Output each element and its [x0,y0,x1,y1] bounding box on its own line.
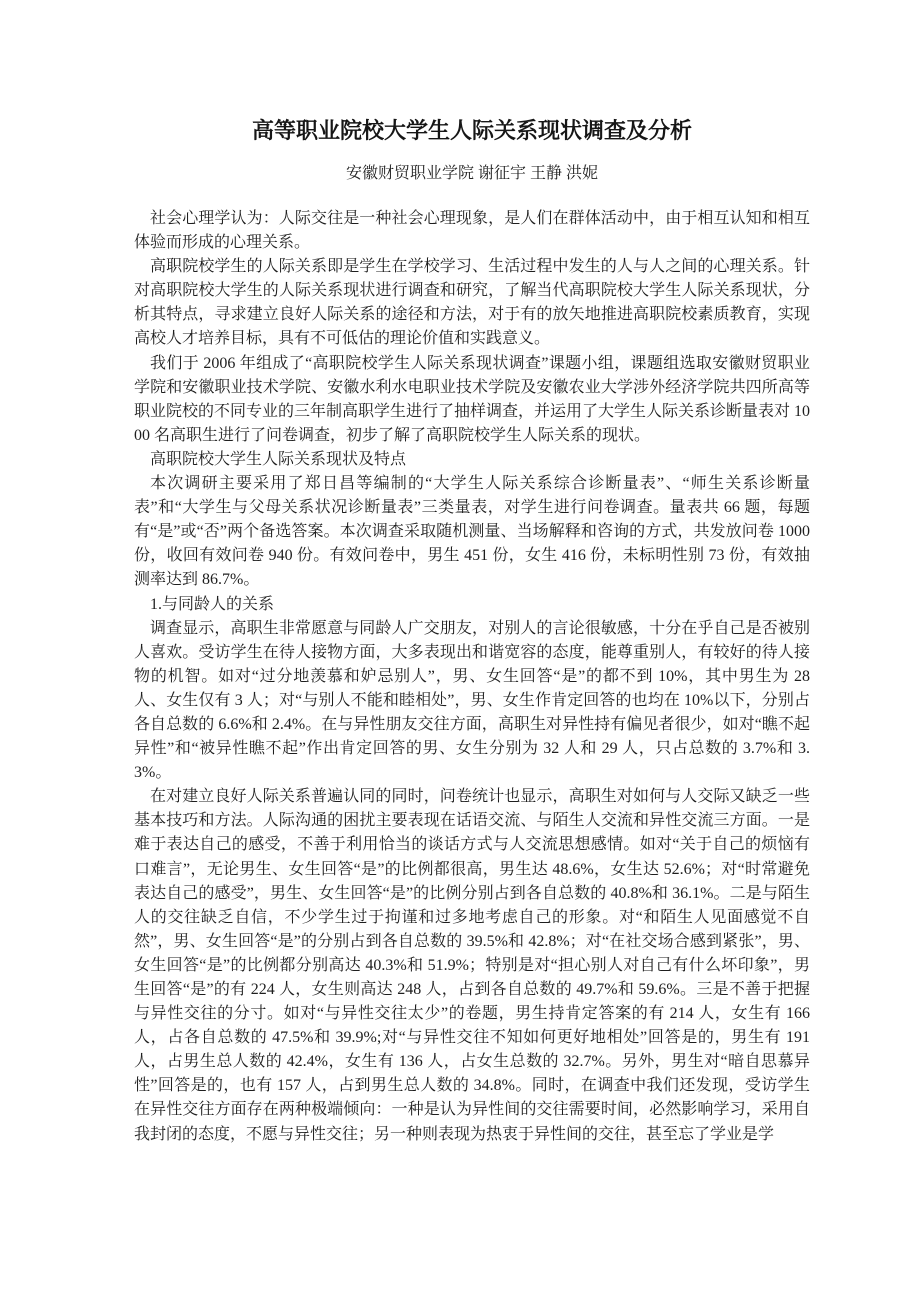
paragraph-communication-issues: 在对建立良好人际关系普遍认同的同时，问卷统计也显示，高职生对如何与人交际又缺乏一些基本技巧和方法。人际沟通的困扰主要表现在话语交流、与陌生人交流和异性交流三方面。一是难于表达自己的感受，不善于利用恰当的谈话方式与人交流思想感情。如对“关于自己的烦恼有口难言”，无论男生、女生回答“是”的比例都很高，男生达 48.6%，女生达 52.6%；对“时常避免表达自己的感受”，男生、女生回答“是”的比例分别占到各自总数的 40.8%和 36.1%。二是与陌生人的交往缺乏自信，不少学生过于拘谨和过多地考虑自己的形象。对“和陌生人见面感觉不自然”，男、女生回答“是”的分别占到各自总数的 39.5%和 42.8%；对“在社交场合感到紧张”，男、女生回答“是”的比例都分别高达 40.3%和 51.9%；特别是对“担心别人对自己有什么坏印象”，男生回答“是”的有 224 人，女生则高达 248 人，占到各自总数的 49.7%和 59.6%。三是不善于把握与异性交往的分寸。如对“与异性交往太少”的卷题，男生持肯定答案的有 214 人，女生有 166 人，占各自总数的 47.5%和 39.9%;对“与异性交往不知如何更好地相处”回答是的，男生有 191 人，占男生总人数的 42.4%，女生有 136 人，占女生总数的 32.7%。另外，男生对“暗自思慕异性”回答是的，也有 157 人，占到男生总人数的 34.8%。同时，在调查中我们还发现，受访学生在异性交往方面存在两种极端倾向：一种是认为异性间的交往需要时间，必然影响学习，采用自我封闭的态度，不愿与异性交往；另一种则表现为热衷于异性间的交往，甚至忘了学业是学 [134,788,810,1143]
page-title: 高等职业院校大学生人际关系现状调查及分析 [251,118,692,143]
section-heading-status: 高职院校大学生人际关系现状及特点 [150,450,407,468]
paragraph-survey-setup: 我们于 2006 年组成了“高职院校学生人际关系现状调查”课题小组，课题组选取安徽财贸职业学院和安徽职业技术学院、安徽水利水电职业技术学院及安徽农业大学涉外经济学院共四所高等职业院校的不同专业的三年制高职学生进行了抽样调查，并运用了大学生人际关系诊断量表对 1000 名高职生进行了问卷调查，初步了解了高职院校学生人际关系的现状。 [134,354,811,444]
paragraph-methodology: 本次调研主要采用了郑日昌等编制的“大学生人际关系综合诊断量表”、“师生关系诊断量表”和“大学生与父母关系状况诊断量表”三类量表，对学生进行问卷调查。量表共 66 题，每题有“是”或“否”两个备选答案。本次调查采取随机测量、当场解释和咨询的方式，共发放问卷 1000 份，收回有效问卷 940 份。有效问卷中，男生 451 份，女生 416 份，未标明性别 73 份，有效抽测率达到 86.7%。 [134,475,810,589]
paragraph-definition: 高职院校学生的人际关系即是学生在学校学习、生活过程中发生的人与人之间的心理关系。针对高职院校大学生的人际关系现状进行调查和研究，了解当代高职院校大学生人际关系现状，分析其特点，寻求建立良好人际关系的途径和方法，对于有的放矢地推进高职院校素质教育，实现高校人才培养目标，具有不可低估的理论价值和实践意义。 [134,258,810,348]
paragraph-intro: 社会心理学认为：人际交往是一种社会心理现象，是人们在群体活动中，由于相互认知和相互体验而形成的心理关系。 [134,210,810,252]
byline: 安徽财贸职业学院 谢征宇 王静 洪妮 [345,165,598,182]
document-body [134,207,810,1147]
paragraph-peer-findings: 调查显示，高职生非常愿意与同龄人广交朋友，对别人的言论很敏感，十分在乎自己是否被别人喜欢。受访学生在待人接物方面，大多表现出和谐宽容的态度，能尊重别人，有较好的待人接物的机智。如对“过分地羡慕和妒忌别人”，男、女生回答“是”的都不到 10%，其中男生为 28 人、女生仅有 3 人；对“与别人不能和睦相处”，男、女生作肯定回答的也均在 10%以下，分别占各自总数的 6.6%和 2.4%。在与异性朋友交往方面，高职生对异性持有偏见者很少，如对“瞧不起异性”和“被异性瞧不起”作出肯定回答的男、女生分别为 32 人和 29 人，只占总数的 3.7%和 3.3%。 [134,619,810,782]
section-heading-peers: 1.与同龄人的关系 [150,595,275,613]
